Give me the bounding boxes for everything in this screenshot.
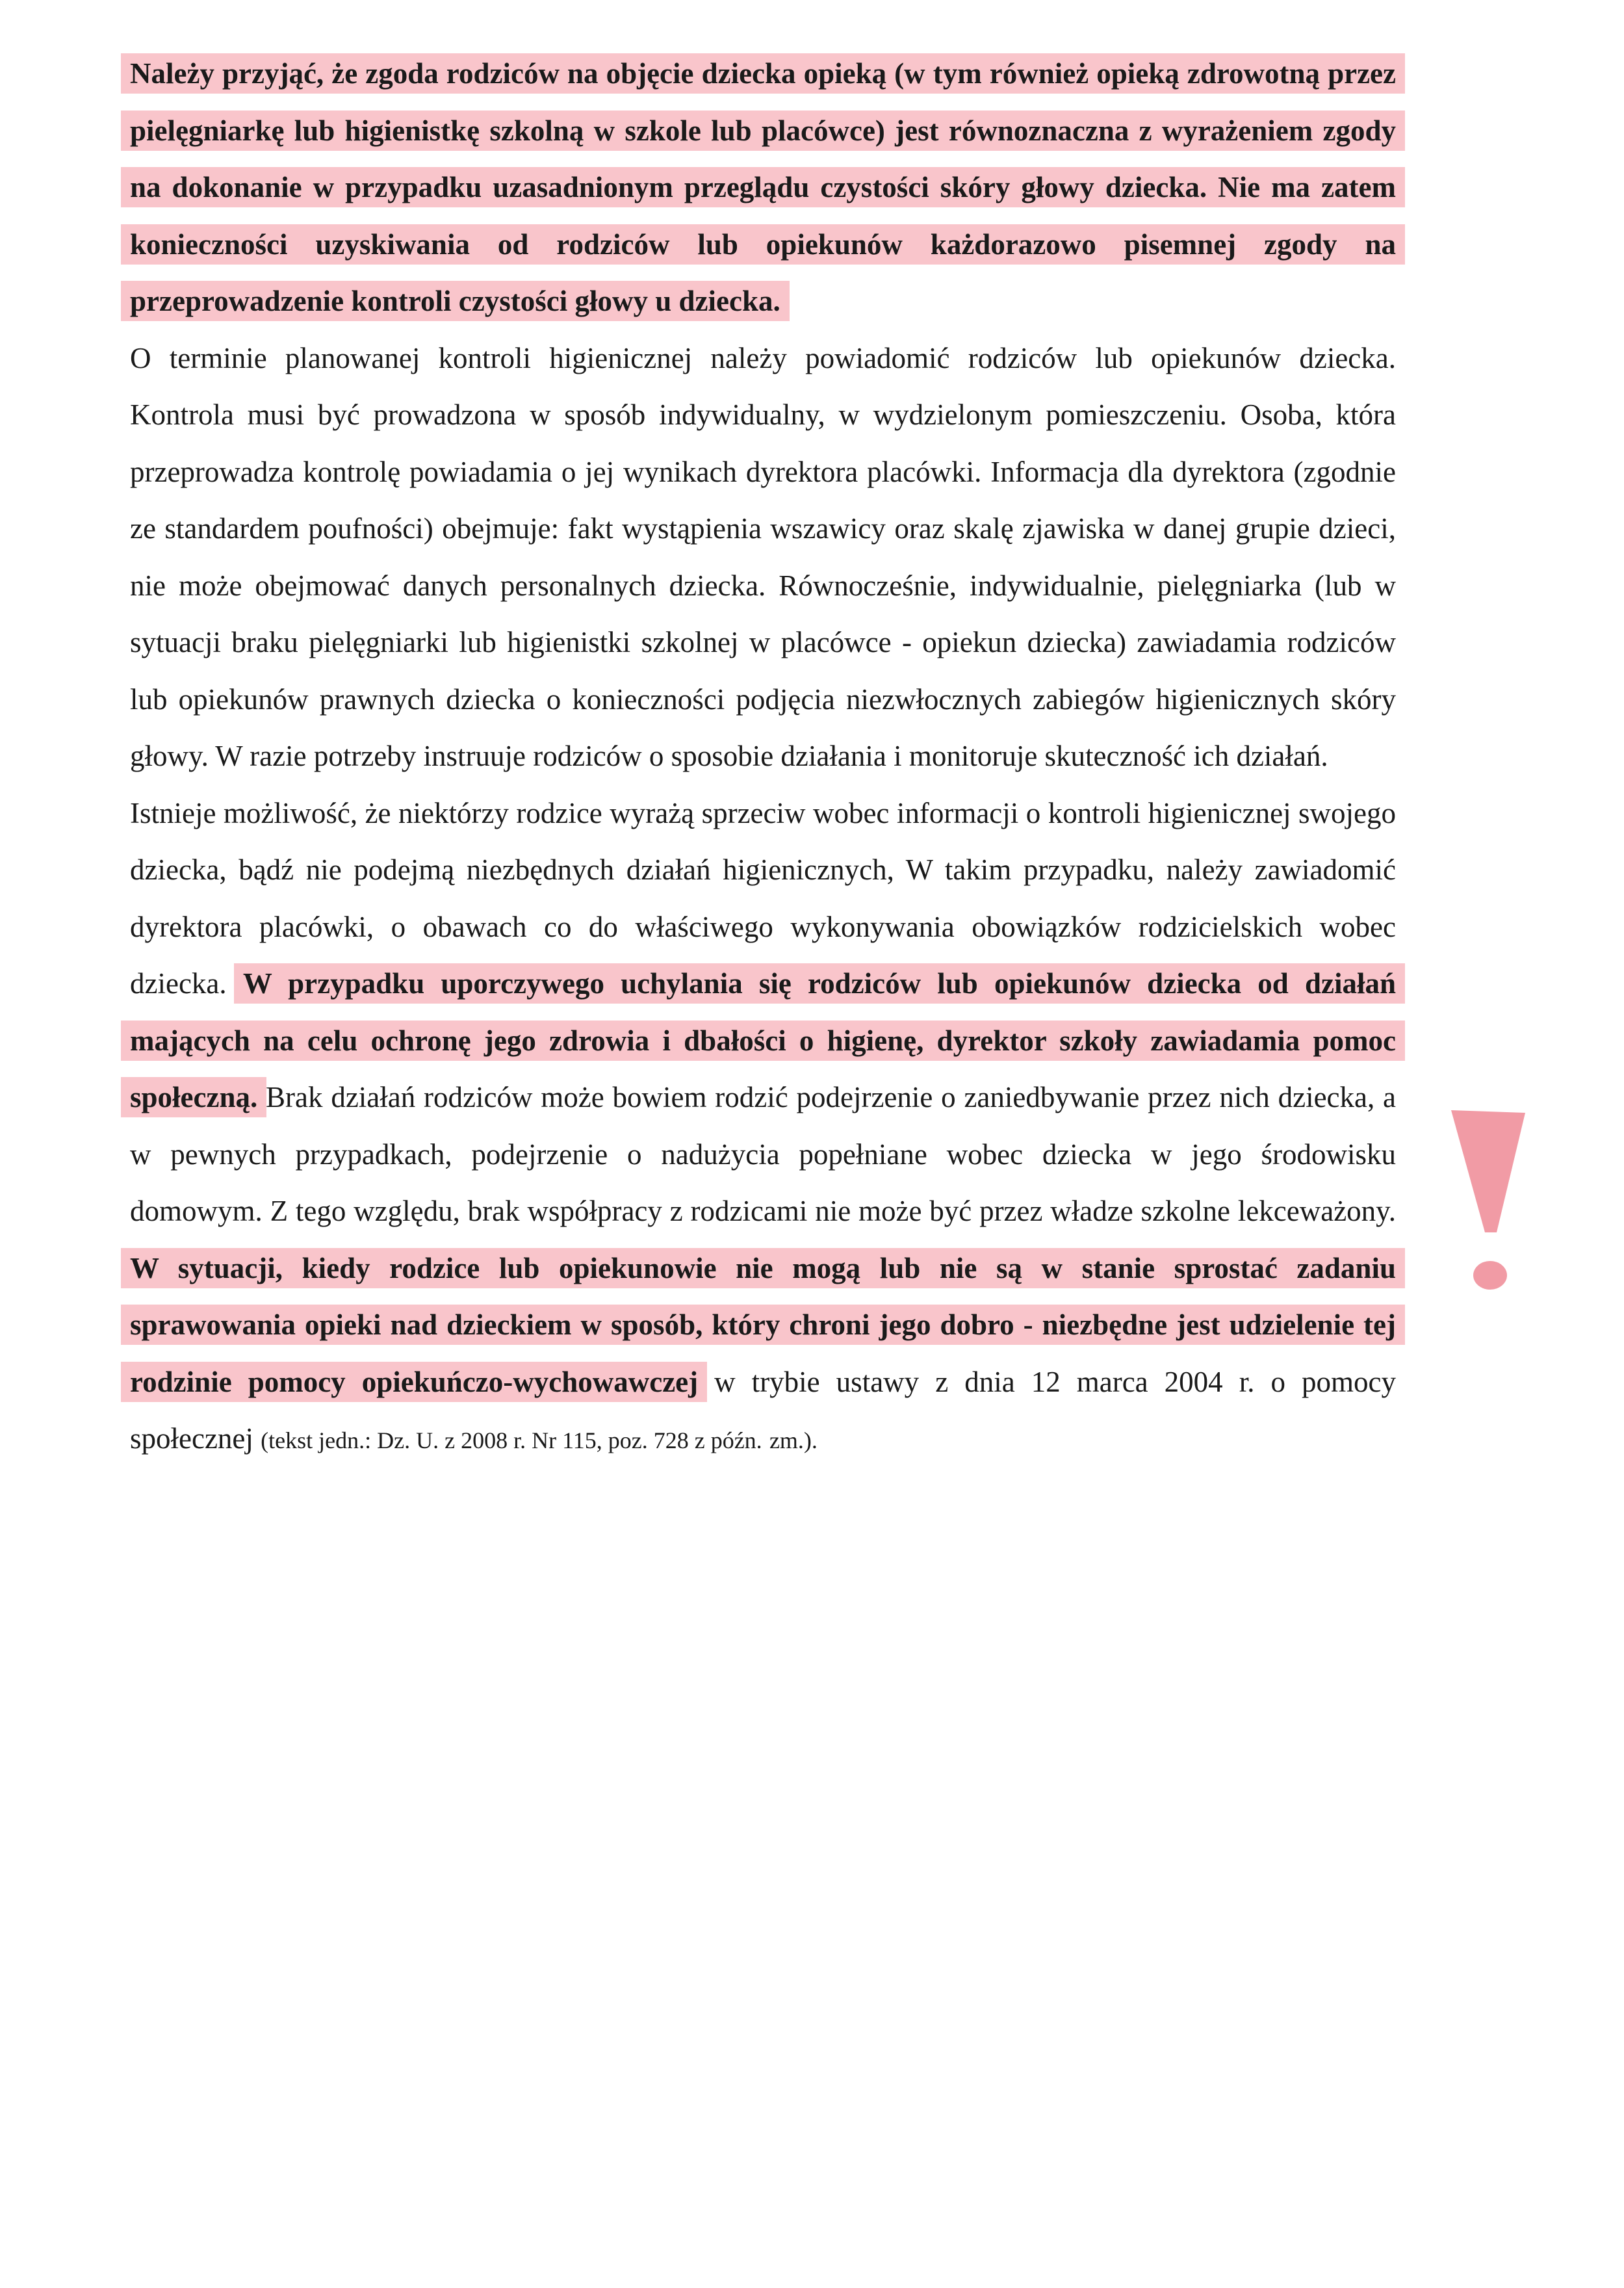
exclamation-mark-stroke (1451, 1110, 1525, 1232)
highlighted-text-social-help: W przypadku uporczywego uchylania się rodziców lub opiekunów dziecka od działań mających na celu ochronę jego zdrowia i dbałości o higienę, dyrektor szkoły zawiadamia pomoc społeczną. (130, 963, 1396, 1117)
paragraph-control-procedure: O terminie planowanej kontroli higienicznej należy powiadomić rodziców lub opiekunów dziecka. Kontrola musi być prowadzona w sposób indywidualny, w wydzielonym pomieszczeniu. Osoba, która przeprowadza kontrolę powiadamia o jej wynikach dyrektora placówki. Informacja dla dyrektora (zgodnie ze standardem poufności) obejmuje: fakt wystąpienia wszawicy oraz skalę zjawiska w danej grupie dzieci, nie może obejmować danych personalnych dziecka. Równocześnie, indywidualnie, pielęgniarka (lub w sytuacji braku pielęgniarki lub higienistki szkolnej w placówce - opiekun dziecka) zawiadamia rodziców lub opiekunów prawnych dziecka o konieczności podjęcia niezwłocznych zabiegów higienicznych skóry głowy. W razie potrzeby instruuje rodziców o sposobie działania i monitoruje skuteczność ich działań. (130, 341, 1396, 772)
highlighted-text-consent: Należy przyjąć, że zgoda rodziców na objęcie dziecka opieką (w tym również opieką zdrowotną przez pielęgniarkę lub higienistkę szkolną w szkole lub placówce) jest równoznaczna z wyrażeniem zgody na dokonanie w przypadku uzasadnionym przeglądu czystości skóry głowy dziecka. Nie ma zatem konieczności uzyskiwania od rodziców lub opiekunów każdorazowo pisemnej zgody na przeprowadzenie kontroli czystości głowy u dziecka. (130, 53, 1396, 321)
plain-text-objection: Istnieje możliwość, że niektórzy rodzice wyrażą sprzeciw wobec informacji o kontroli higienicznej swojego dziecka, bądź nie podejmą niezbędnych działań higienicznych, W takim przypadku, należy zawiadomić dyrektora placówki, o obawach co do właściwego wykonywania obowiązków rodzicielskich wobec dziecka. (130, 796, 1396, 1000)
plain-text-statute: w trybie ustawy z dnia 12 marca 2004 r. o pomocy społecznej (130, 1365, 1396, 1455)
paragraph-parents-objection (130, 785, 1396, 1470)
exclamation-mark-dot (1473, 1261, 1507, 1290)
highlighted-text-family-support: W sytuacji, kiedy rodzice lub opiekunowie nie mogą lub nie są w stanie sprostać zadaniu sprawowania opieki nad dzieckiem w sposób, który chroni jego dobro - niezbędne jest udzielenie tej rodzinie pomocy opiekuńczo-wychowawczej (130, 1248, 1396, 1402)
paragraph-consent (130, 46, 1396, 330)
exclamation-mark-icon (1446, 1105, 1530, 1300)
plain-text-neglect: Brak działań rodziców może bowiem rodzić podejrzenie o zaniedbywanie przez nich dziecka, a w pewnych przypadkach, podejrzenie o nadużycia popełniane wobec dziecka w jego środowisku domowym. Z tego względu, brak współpracy z rodzicami nie może być przez władze szkolne lekceważony. (130, 1081, 1397, 1227)
document-page (130, 46, 1396, 1470)
legal-citation-end: zm.). (769, 1427, 818, 1453)
legal-citation: (tekst jedn.: Dz. U. z 2008 r. Nr 115, poz. 728 z późn. (261, 1427, 762, 1453)
